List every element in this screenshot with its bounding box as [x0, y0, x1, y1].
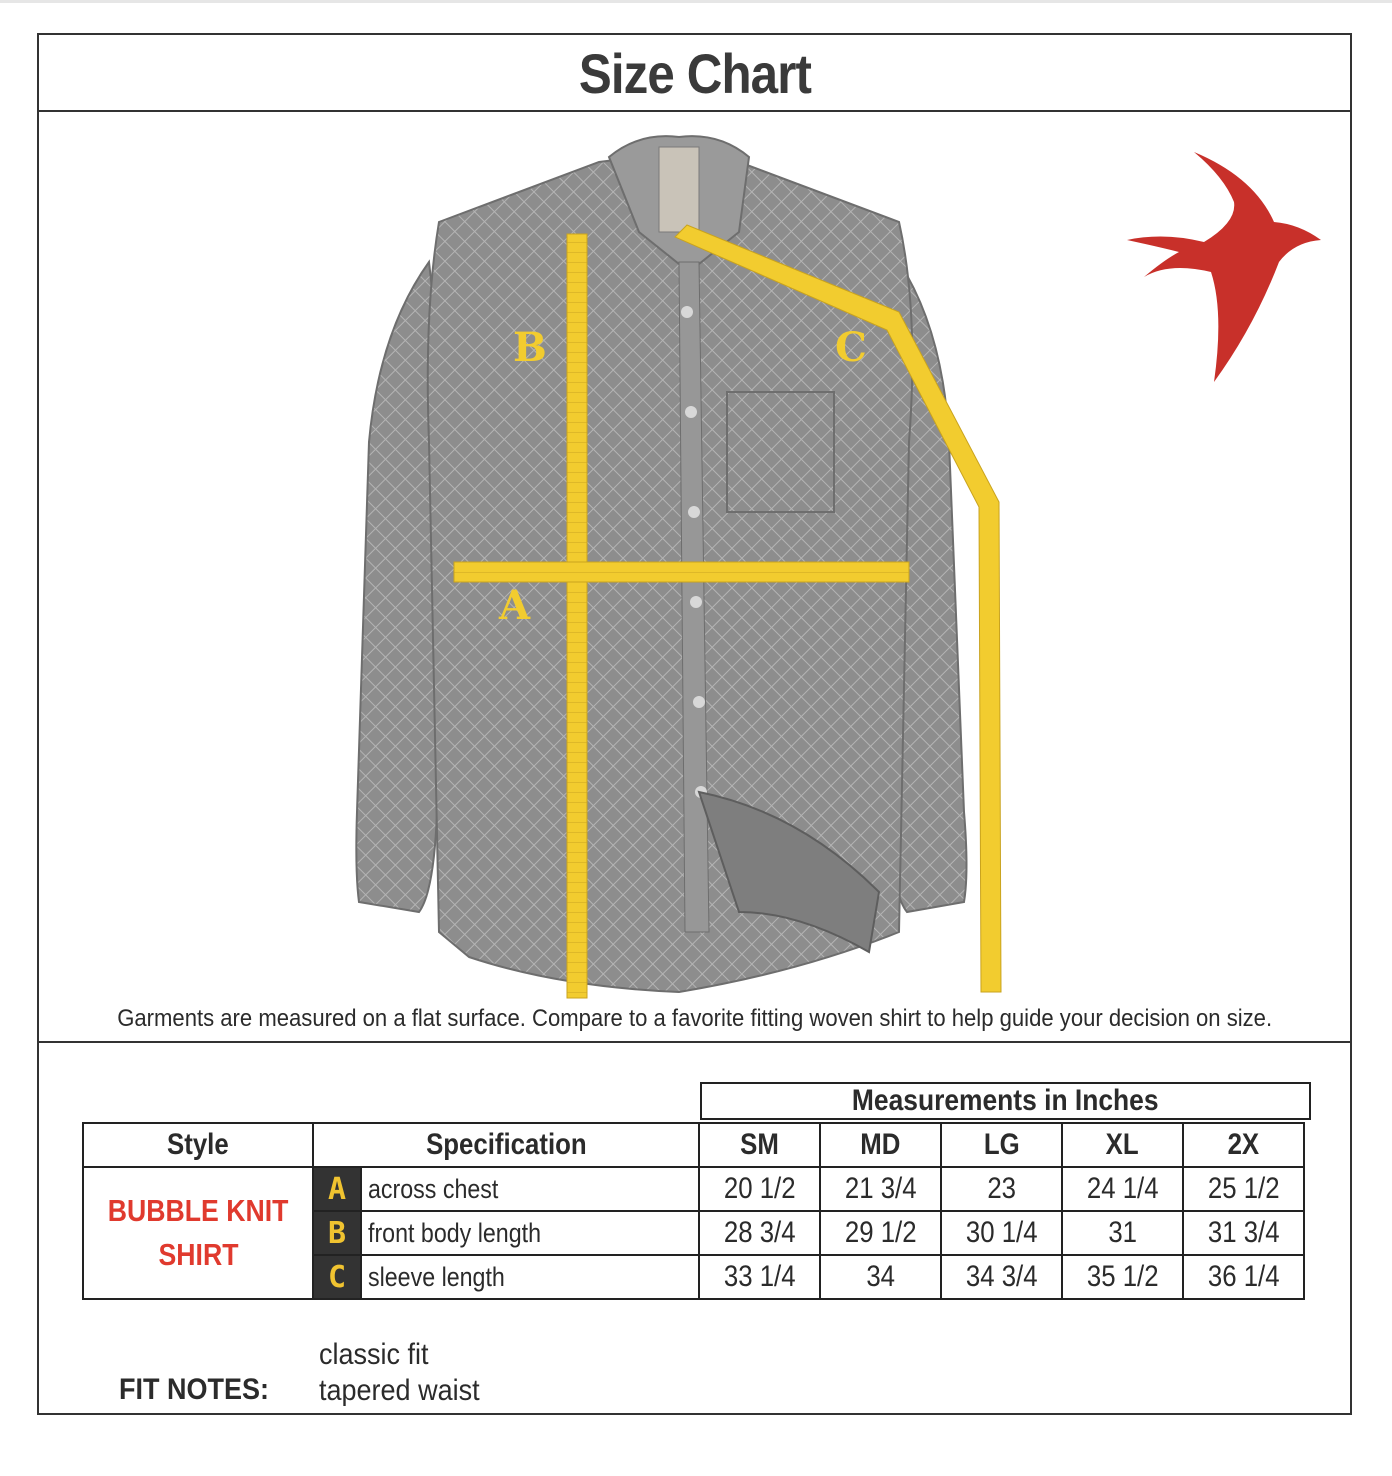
value-cell: 35 1/2 — [1062, 1255, 1183, 1299]
table-header-row — [83, 1123, 1304, 1167]
style-name: BUBBLE KNIT SHIRT — [83, 1167, 313, 1299]
fit-notes-list — [319, 1337, 497, 1409]
spec-letter-c: C — [313, 1255, 361, 1299]
top-border — [0, 0, 1392, 3]
style-header: Style — [83, 1123, 313, 1167]
measurement-figure — [39, 112, 1350, 1042]
value-cell: 23 — [941, 1167, 1062, 1211]
value-cell: 34 — [820, 1255, 941, 1299]
label-c: C — [835, 324, 867, 371]
size-header-2x: 2X — [1183, 1123, 1304, 1167]
value-cell: 20 1/2 — [699, 1167, 820, 1211]
measurements-header — [700, 1082, 1311, 1120]
title-bar — [39, 35, 1350, 112]
swallow-logo-icon — [1127, 152, 1321, 382]
value-cell: 31 — [1062, 1211, 1183, 1255]
value-cell: 21 3/4 — [820, 1167, 941, 1211]
section-divider — [39, 1041, 1350, 1043]
table-row — [83, 1167, 1304, 1211]
spec-letter-a: A — [313, 1167, 361, 1211]
value-cell: 33 1/4 — [699, 1255, 820, 1299]
size-header-sm: SM — [699, 1123, 820, 1167]
value-cell: 34 3/4 — [941, 1255, 1062, 1299]
size-header-lg: LG — [941, 1123, 1062, 1167]
shirt-diagram — [39, 112, 1350, 1042]
specification-header: Specification — [313, 1123, 699, 1167]
spec-label: across chest — [361, 1167, 699, 1211]
spec-letter-b: B — [313, 1211, 361, 1255]
page-title: Size Chart — [578, 42, 811, 105]
fit-note-item: tapered waist — [319, 1374, 480, 1407]
measurement-caption — [39, 1005, 1350, 1033]
label-b: B — [513, 324, 547, 371]
label-a: A — [499, 582, 531, 629]
caption-text: Garments are measured on a flat surface. Compare to a favorite fitting woven shirt to help guide your decision on size. — [117, 1005, 1272, 1032]
fit-notes-label: FIT NOTES: — [119, 1373, 269, 1406]
size-chart-frame — [37, 33, 1352, 1415]
value-cell: 36 1/4 — [1183, 1255, 1304, 1299]
value-cell: 24 1/4 — [1062, 1167, 1183, 1211]
size-header-xl: XL — [1062, 1123, 1183, 1167]
fit-note-item: classic fit — [319, 1338, 429, 1371]
value-cell: 28 3/4 — [699, 1211, 820, 1255]
spec-label: sleeve length — [361, 1255, 699, 1299]
value-cell: 29 1/2 — [820, 1211, 941, 1255]
size-table — [82, 1122, 1305, 1300]
size-header-md: MD — [820, 1123, 941, 1167]
spec-label: front body length — [361, 1211, 699, 1255]
measurements-header-text: Measurements in Inches — [852, 1084, 1159, 1117]
value-cell: 30 1/4 — [941, 1211, 1062, 1255]
value-cell: 31 3/4 — [1183, 1211, 1304, 1255]
value-cell: 25 1/2 — [1183, 1167, 1304, 1211]
